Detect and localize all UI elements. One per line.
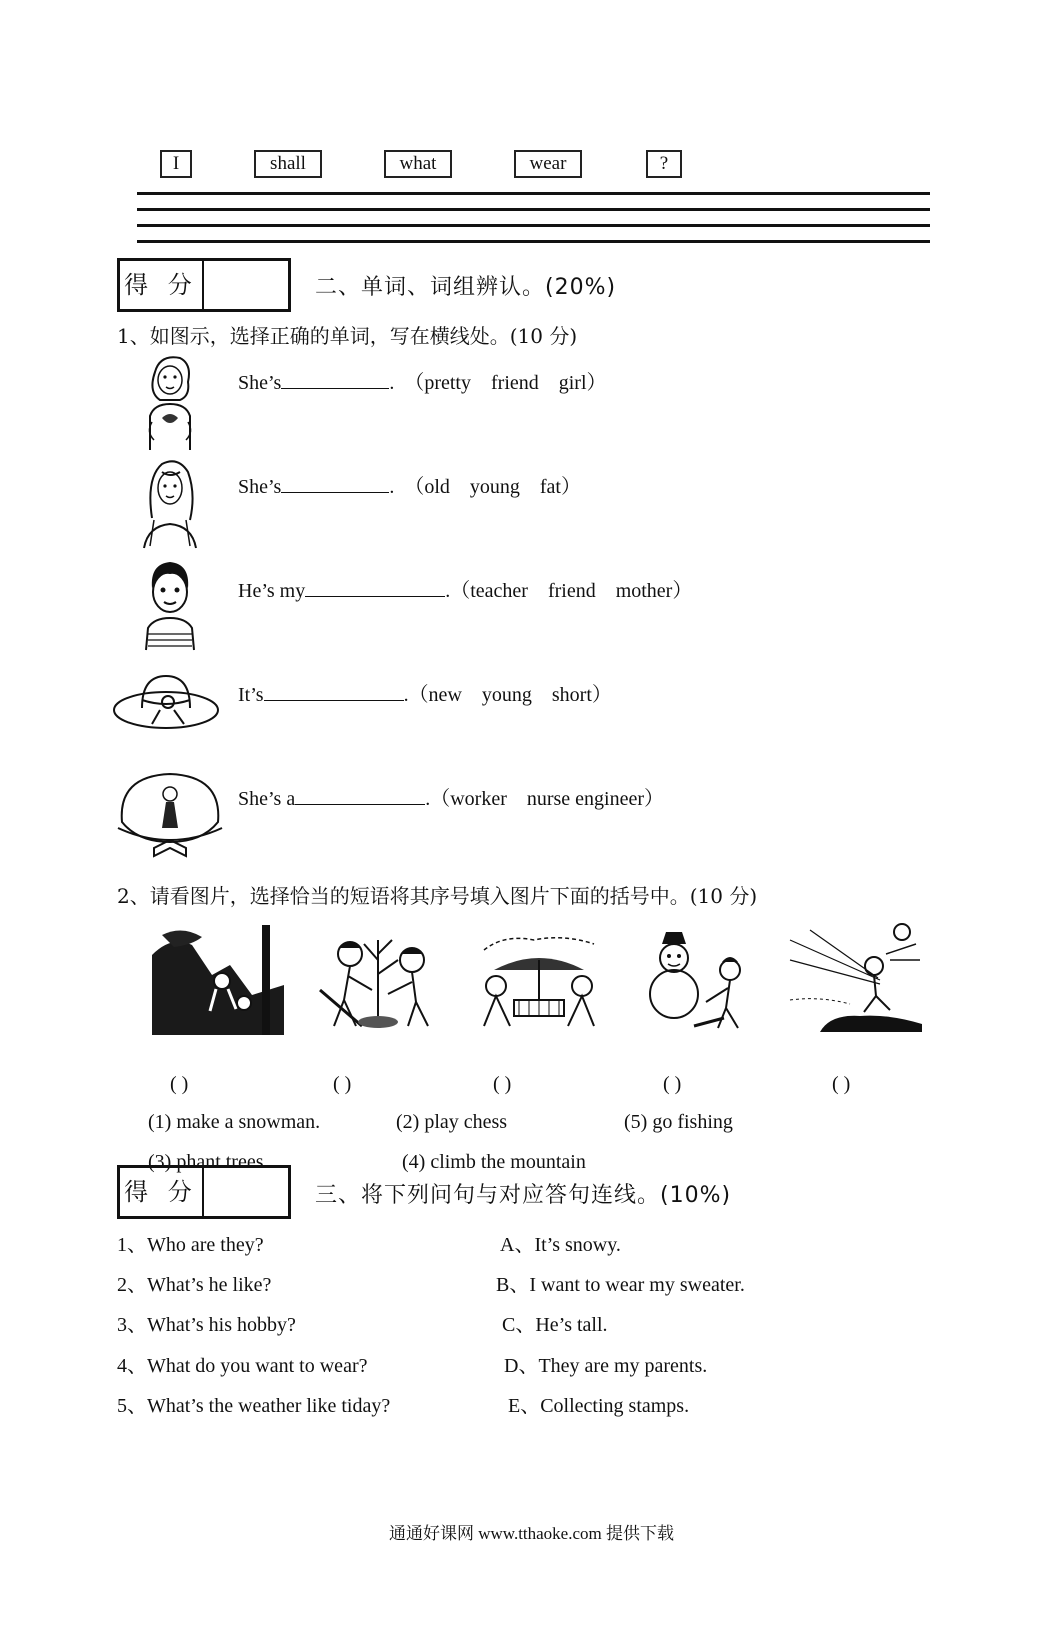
q1-item-5-pre: She’s a bbox=[238, 788, 296, 810]
q1-item-4-post: . bbox=[403, 684, 409, 706]
section2-title: 二、单词、词组辨认。(20%) bbox=[315, 275, 617, 300]
q1-prompt: 1、如图示，选择正确的单词，写在横线处。(10 分) bbox=[117, 324, 578, 348]
answer-b[interactable]: B、I want to wear my sweater. bbox=[496, 1274, 745, 1296]
word-box-3: what bbox=[384, 150, 452, 178]
answer-e[interactable]: E、Collecting stamps. bbox=[508, 1395, 690, 1417]
question-3[interactable]: 3、What’s his hobby? bbox=[117, 1314, 296, 1336]
q1-item-5 bbox=[238, 782, 664, 811]
answer-bracket-5[interactable]: ( ) bbox=[832, 1073, 851, 1095]
word-box-4: wear bbox=[514, 150, 582, 178]
writing-line-1 bbox=[137, 192, 930, 195]
page-footer: 通通好课网 www.tthaoke.com 提供下载 bbox=[388, 1524, 675, 1543]
q1-item-2-options: （old young fat） bbox=[404, 476, 581, 498]
q1-item-1 bbox=[238, 366, 607, 395]
question-5[interactable]: 5、What’s the weather like tiday? bbox=[117, 1395, 391, 1417]
q1-item-2 bbox=[238, 470, 581, 499]
question-2[interactable]: 2、What’s he like? bbox=[117, 1274, 272, 1296]
q1-item-3-pre: He’s my bbox=[238, 580, 306, 602]
hat-icon bbox=[112, 668, 220, 734]
answer-d[interactable]: D、They are my parents. bbox=[504, 1355, 708, 1377]
girl-portrait-icon bbox=[140, 352, 200, 450]
phrase-4: (4) climb the mountain bbox=[402, 1151, 586, 1173]
writing-line-4 bbox=[137, 240, 930, 243]
word-box-5: ? bbox=[646, 150, 682, 178]
young-woman-icon bbox=[140, 458, 200, 548]
q1-item-1-post: . bbox=[389, 372, 395, 394]
question-4[interactable]: 4、What do you want to wear? bbox=[117, 1355, 368, 1377]
making-snowman-icon bbox=[634, 928, 760, 1032]
section3-title: 三、将下列问句与对应答句连线。(10%) bbox=[315, 1183, 732, 1208]
answer-c[interactable]: C、He’s tall. bbox=[502, 1314, 608, 1336]
score-label: 得 分 bbox=[120, 1168, 204, 1216]
q1-item-3 bbox=[238, 574, 692, 603]
climbing-mountain-icon bbox=[152, 925, 284, 1035]
word-box-2: shall bbox=[254, 150, 322, 178]
q1-item-1-blank[interactable] bbox=[281, 370, 389, 389]
question-1[interactable]: 1、Who are they? bbox=[117, 1234, 264, 1256]
q1-item-3-post: . bbox=[445, 580, 451, 602]
q2-prompt: 2、请看图片，选择恰当的短语将其序号填入图片下面的括号中。(10 分) bbox=[117, 884, 758, 908]
q1-item-5-blank[interactable] bbox=[295, 786, 425, 805]
writing-line-2 bbox=[137, 208, 930, 211]
word-box-1: I bbox=[160, 150, 192, 178]
answer-bracket-2[interactable]: ( ) bbox=[333, 1073, 352, 1095]
phrase-3: (3) phant trees bbox=[148, 1151, 264, 1173]
q1-item-1-options: （pretty friend girl） bbox=[404, 372, 607, 394]
playing-chess-icon bbox=[474, 930, 604, 1030]
q1-item-5-options: （worker nurse engineer） bbox=[430, 788, 665, 810]
answer-a[interactable]: A、It’s snowy. bbox=[500, 1234, 621, 1256]
q1-item-5-post: . bbox=[425, 788, 431, 810]
boy-portrait-icon bbox=[140, 558, 200, 650]
writing-line-3 bbox=[137, 224, 930, 227]
q1-item-4-pre: It’s bbox=[238, 684, 264, 706]
phrase-5: (5) go fishing bbox=[624, 1111, 733, 1133]
q1-item-4-blank[interactable] bbox=[264, 682, 404, 701]
phrase-1: (1) make a snowman. bbox=[148, 1111, 321, 1133]
q1-item-2-blank[interactable] bbox=[281, 474, 389, 493]
score-label: 得 分 bbox=[120, 261, 204, 309]
q1-item-4 bbox=[238, 678, 612, 707]
q1-item-3-blank[interactable] bbox=[305, 578, 445, 597]
q1-item-4-options: （new young short） bbox=[408, 684, 612, 706]
score-box-section3 bbox=[117, 1165, 291, 1219]
phrase-2: (2) play chess bbox=[396, 1111, 508, 1133]
q1-item-3-options: （teacher friend mother） bbox=[450, 580, 693, 602]
answer-bracket-3[interactable]: ( ) bbox=[493, 1073, 512, 1095]
planting-trees-icon bbox=[312, 930, 446, 1030]
nurse-hat-icon bbox=[114, 768, 226, 860]
q1-item-2-pre: She’s bbox=[238, 476, 282, 498]
answer-bracket-4[interactable]: ( ) bbox=[663, 1073, 682, 1095]
score-box-section2 bbox=[117, 258, 291, 312]
answer-bracket-1[interactable]: ( ) bbox=[170, 1073, 189, 1095]
fishing-icon bbox=[790, 920, 924, 1032]
q1-item-1-pre: She’s bbox=[238, 372, 282, 394]
q1-item-2-post: . bbox=[389, 476, 395, 498]
